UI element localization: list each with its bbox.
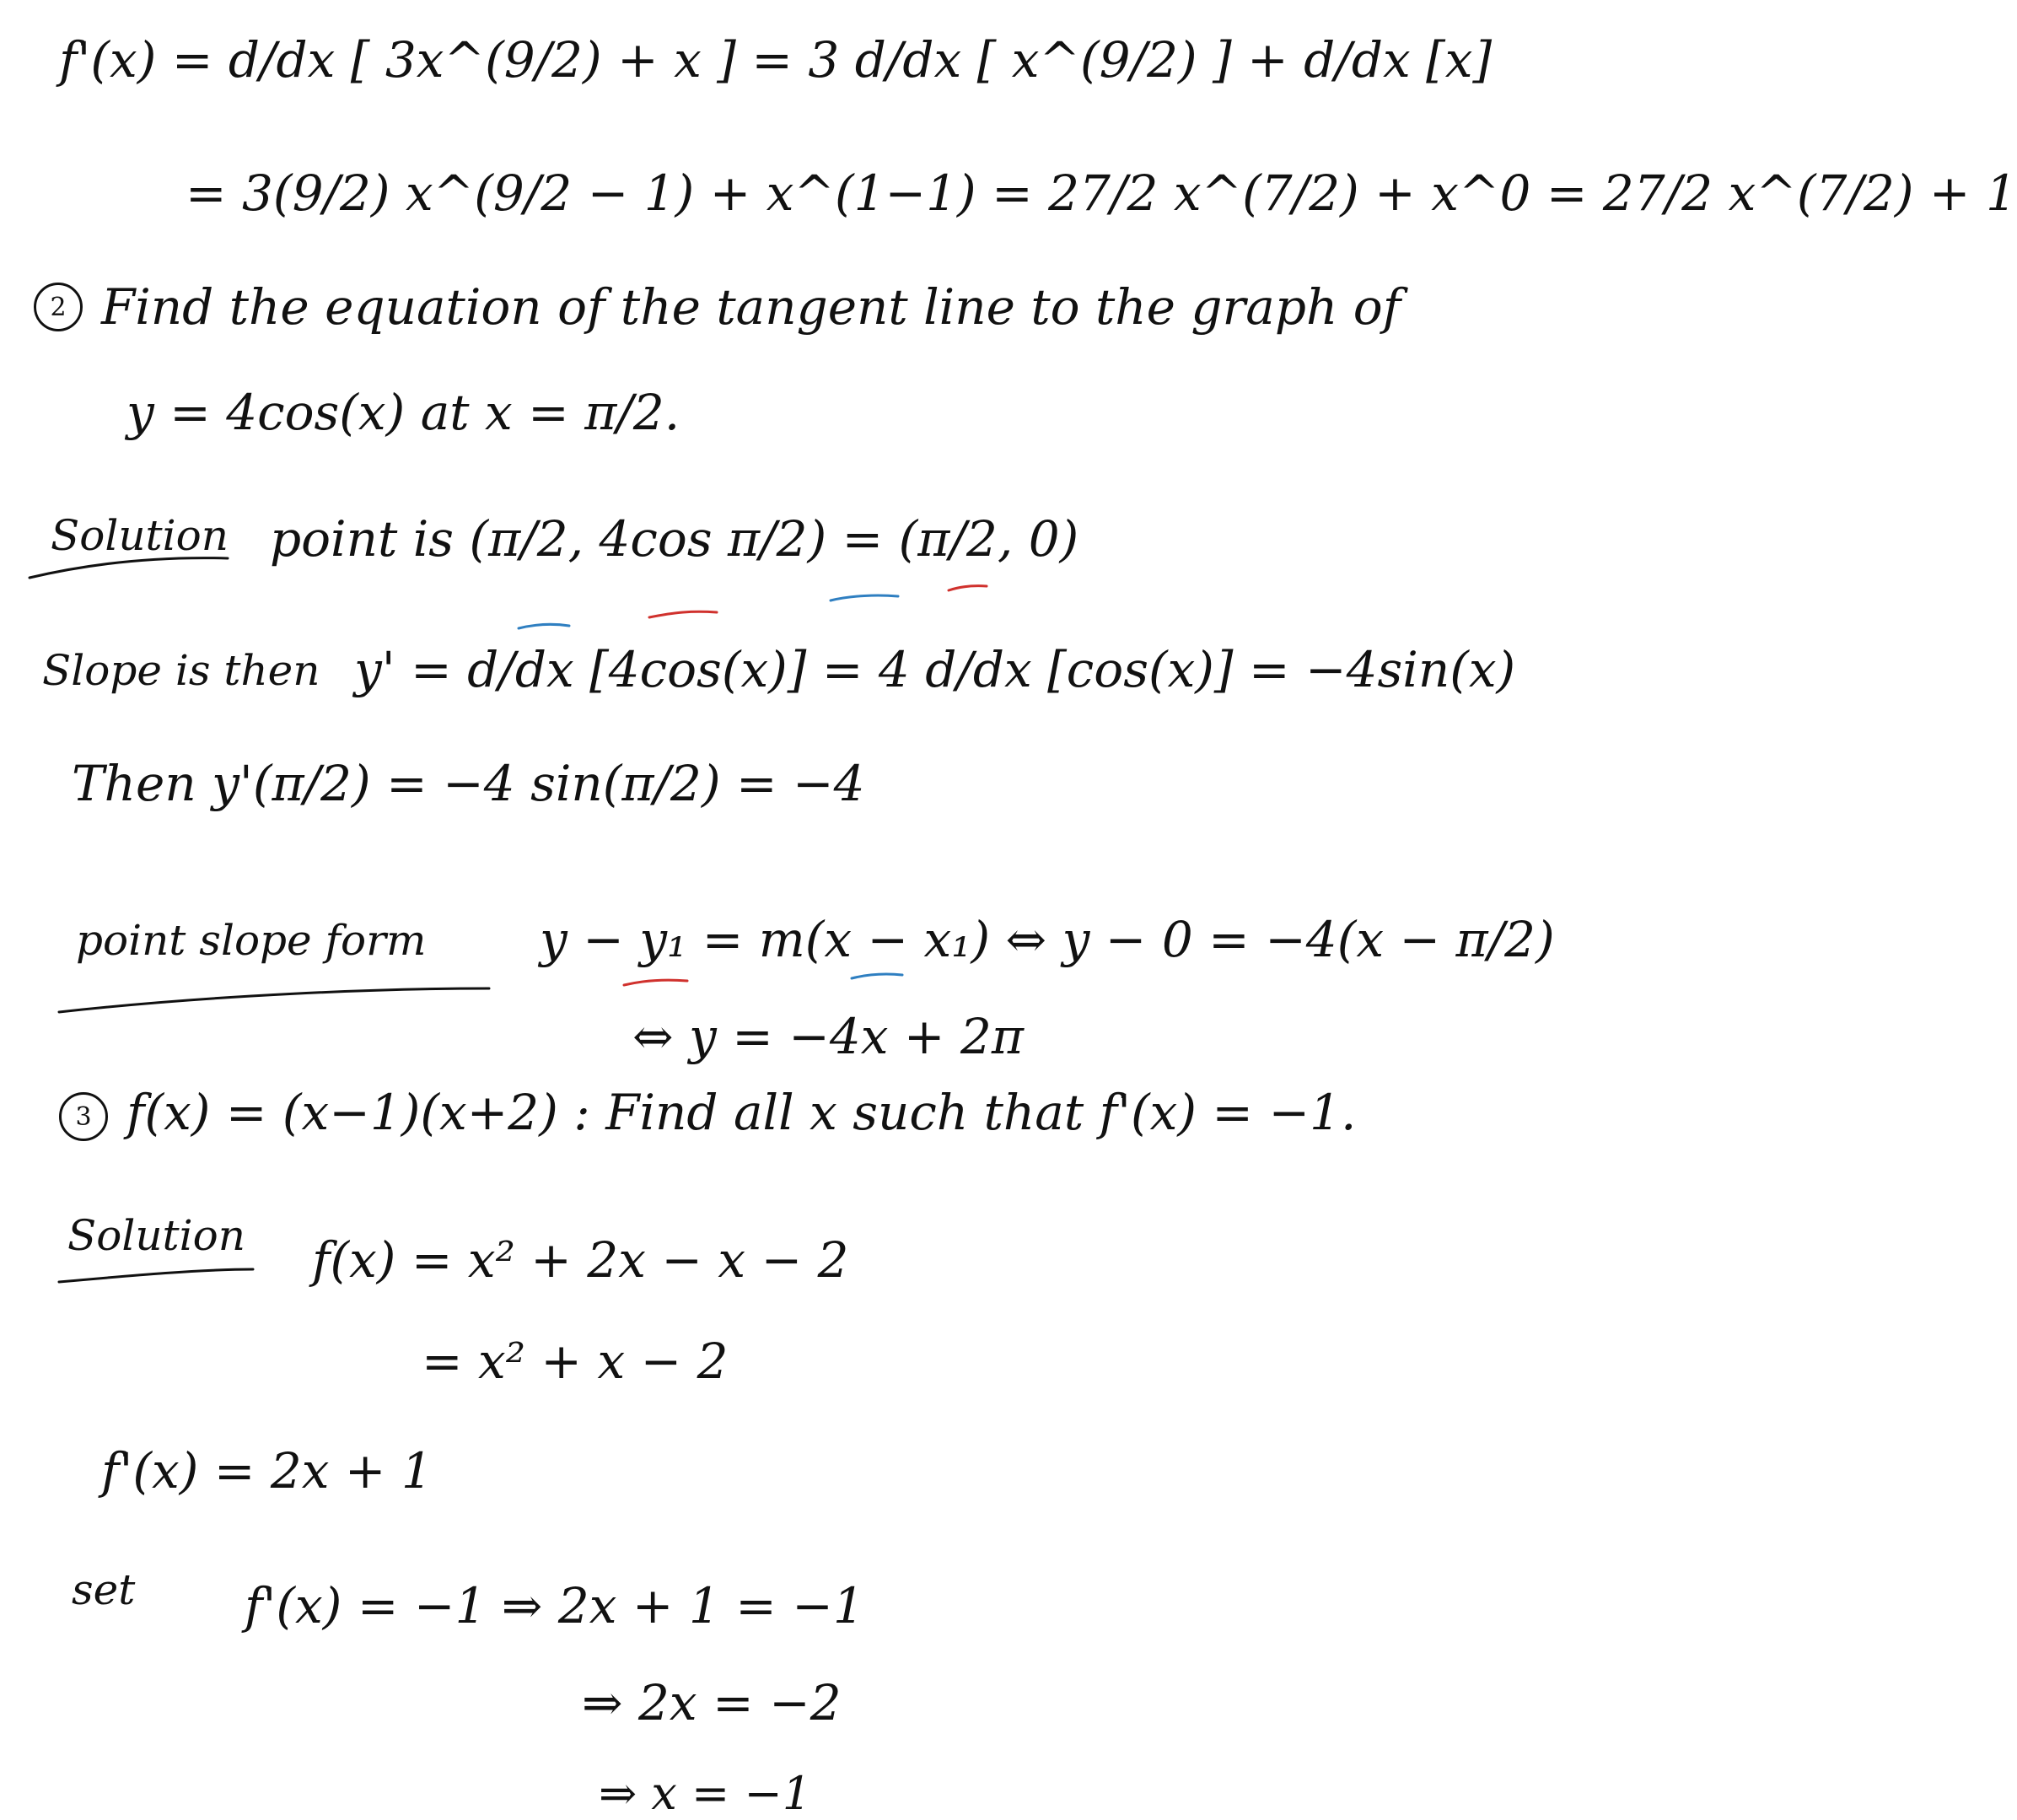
- problem2-prompt-line1: Find the equation of the tangent line to the graph of: [101, 278, 1401, 336]
- problem3-number: 3: [59, 1092, 108, 1141]
- problem1-line1: f'(x) = d/dx [ 3x^(9/2) + x ] = 3 d/dx [ x^(9/2) ] + d/dx [x]: [59, 31, 1493, 89]
- problem2-solution-label: Solution: [51, 511, 229, 560]
- solution-underline-2: [30, 558, 228, 578]
- red-mark-zero: [949, 586, 987, 590]
- problem3-set2: ⇒ 2x = −2: [582, 1674, 842, 1731]
- problem2-number: 2: [34, 283, 83, 331]
- problem3-set3: ⇒ x = −1: [599, 1767, 812, 1820]
- point-slope-underline: [59, 988, 489, 1012]
- problem2-point-slope: y − y₁ = m(x − x₁) ⇔ y − 0 = −4(x − π/2): [540, 911, 1555, 968]
- blue-mark-derivative: [519, 624, 569, 628]
- problem3-derivative: f'(x) = 2x + 1: [101, 1442, 433, 1500]
- blue-mark-point: [831, 595, 898, 600]
- problem2-point: point is (π/2, 4cos π/2) = (π/2, 0): [270, 510, 1079, 568]
- problem2-slope-label: Slope is then: [42, 646, 320, 695]
- red-mark-cos: [649, 611, 717, 617]
- problem3-set1: f'(x) = −1 ⇒ 2x + 1 = −1: [245, 1577, 864, 1634]
- red-mark-y1: [624, 980, 687, 985]
- problem3-set-label: set: [72, 1565, 136, 1614]
- solution-underline-3: [59, 1269, 253, 1282]
- problem2-then: Then y'(π/2) = −4 sin(π/2) = −4: [72, 755, 865, 812]
- problem2-prompt-line2: y = 4cos(x) at x = π/2.: [126, 384, 680, 441]
- problem2-slope: y' = d/dx [4cos(x)] = 4 d/dx [cos(x)] = −4sin(x): [354, 641, 1516, 698]
- blue-mark-x1: [852, 974, 902, 978]
- problem2-point-slope-label: point slope form: [76, 916, 427, 965]
- problem3-expand1: f(x) = x² + 2x − x − 2: [312, 1231, 849, 1289]
- problem3-prompt: f(x) = (x−1)(x+2) : Find all x such that f'(x) = −1.: [126, 1084, 1357, 1141]
- problem3-solution-label: Solution: [67, 1211, 245, 1260]
- problem1-line2: = 3(9/2) x^(9/2 − 1) + x^(1−1) = 27/2 x^(7/2) + x^0 = 27/2 x^(7/2) + 1: [186, 164, 2017, 222]
- problem2-result: ⇔ y = −4x + 2π: [632, 1008, 1024, 1065]
- problem3-expand2: = x² + x − 2: [422, 1333, 729, 1390]
